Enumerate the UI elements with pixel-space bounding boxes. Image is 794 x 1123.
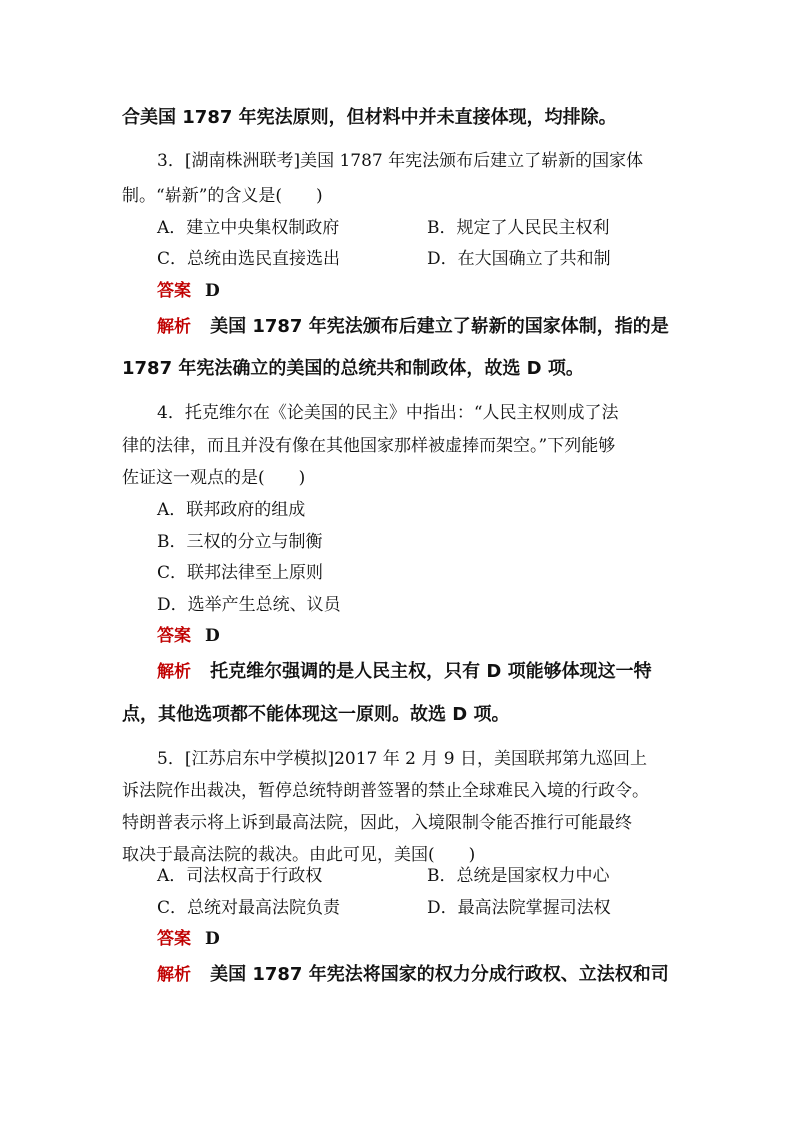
q5-answer-row	[157, 924, 220, 949]
q4-option-d: D．选举产生总统、议员	[157, 595, 341, 615]
analysis-label: 解析	[157, 662, 191, 682]
q5-option-d: D．最高法院掌握司法权	[427, 898, 611, 918]
answer-value: D	[205, 929, 220, 949]
q5-stem-line-4: 取决于最高法院的裁决。由此可见，美国( )	[122, 845, 476, 865]
answer-label: 答案	[157, 929, 191, 949]
answer-value: D	[205, 281, 220, 301]
q4-option-b: B．三权的分立与制衡	[157, 532, 323, 552]
q5-stem-line-1: 5．[江苏启东中学模拟]2017 年 2 月 9 日，美国联邦第九巡回上	[157, 749, 647, 769]
analysis-label: 解析	[157, 317, 191, 337]
answer-label: 答案	[157, 281, 191, 301]
q4-stem-line-1: 4．托克维尔在《论美国的民主》中指出：“人民主权则成了法	[157, 403, 619, 423]
q3-analysis-text: 美国 1787 年宪法颁布后建立了崭新的国家体制，指的是	[210, 316, 669, 337]
q5-analysis-line-1	[157, 960, 669, 986]
prev-analysis-tail: 合美国 1787 年宪法原则，但材料中并未直接体现，均排除。	[122, 107, 617, 128]
q5-stem-line-2: 诉法院作出裁决，暂停总统特朗普签署的禁止全球难民入境的行政令。	[122, 781, 649, 801]
q4-analysis-line-1	[157, 657, 652, 683]
q4-stem-line-3: 佐证这一观点的是( )	[122, 468, 306, 488]
q5-option-b: B．总统是国家权力中心	[427, 866, 610, 886]
q4-answer-row	[157, 621, 220, 646]
q3-analysis-line-1	[157, 312, 669, 338]
q3-analysis-line-2: 1787 年宪法确立的美国的总统共和制政体，故选 D 项。	[122, 358, 584, 379]
q5-option-a: A．司法权高于行政权	[157, 866, 323, 886]
q4-analysis-line-2: 点，其他选项都不能体现这一原则。故选 D 项。	[122, 704, 510, 725]
q3-option-c: C．总统由选民直接选出	[157, 249, 341, 269]
q4-stem-line-2: 律的法律，而且并没有像在其他国家那样被虚捧而架空。”下列能够	[122, 436, 616, 456]
q4-analysis-text: 托克维尔强调的是人民主权，只有 D 项能够体现这一特	[210, 661, 652, 682]
answer-value: D	[205, 626, 220, 646]
q5-stem-line-3: 特朗普表示将上诉到最高法院，因此，入境限制令能否推行可能最终	[122, 813, 632, 833]
q3-option-b: B．规定了人民民主权利	[427, 218, 610, 238]
q3-option-d: D．在大国确立了共和制	[427, 249, 611, 269]
q3-stem-line-1: 3．[湖南株洲联考]美国 1787 年宪法颁布后建立了崭新的国家体	[157, 151, 644, 171]
q4-option-a: A．联邦政府的组成	[157, 500, 306, 520]
q5-option-c: C．总统对最高法院负责	[157, 898, 341, 918]
answer-label: 答案	[157, 626, 191, 646]
q3-answer-row	[157, 276, 220, 301]
q3-stem-line-2: 制。“崭新”的含义是( )	[122, 186, 323, 206]
q5-analysis-text: 美国 1787 年宪法将国家的权力分成行政权、立法权和司	[210, 964, 669, 985]
q3-option-a: A．建立中央集权制政府	[157, 218, 340, 238]
analysis-label: 解析	[157, 965, 191, 985]
q4-option-c: C．联邦法律至上原则	[157, 563, 324, 583]
